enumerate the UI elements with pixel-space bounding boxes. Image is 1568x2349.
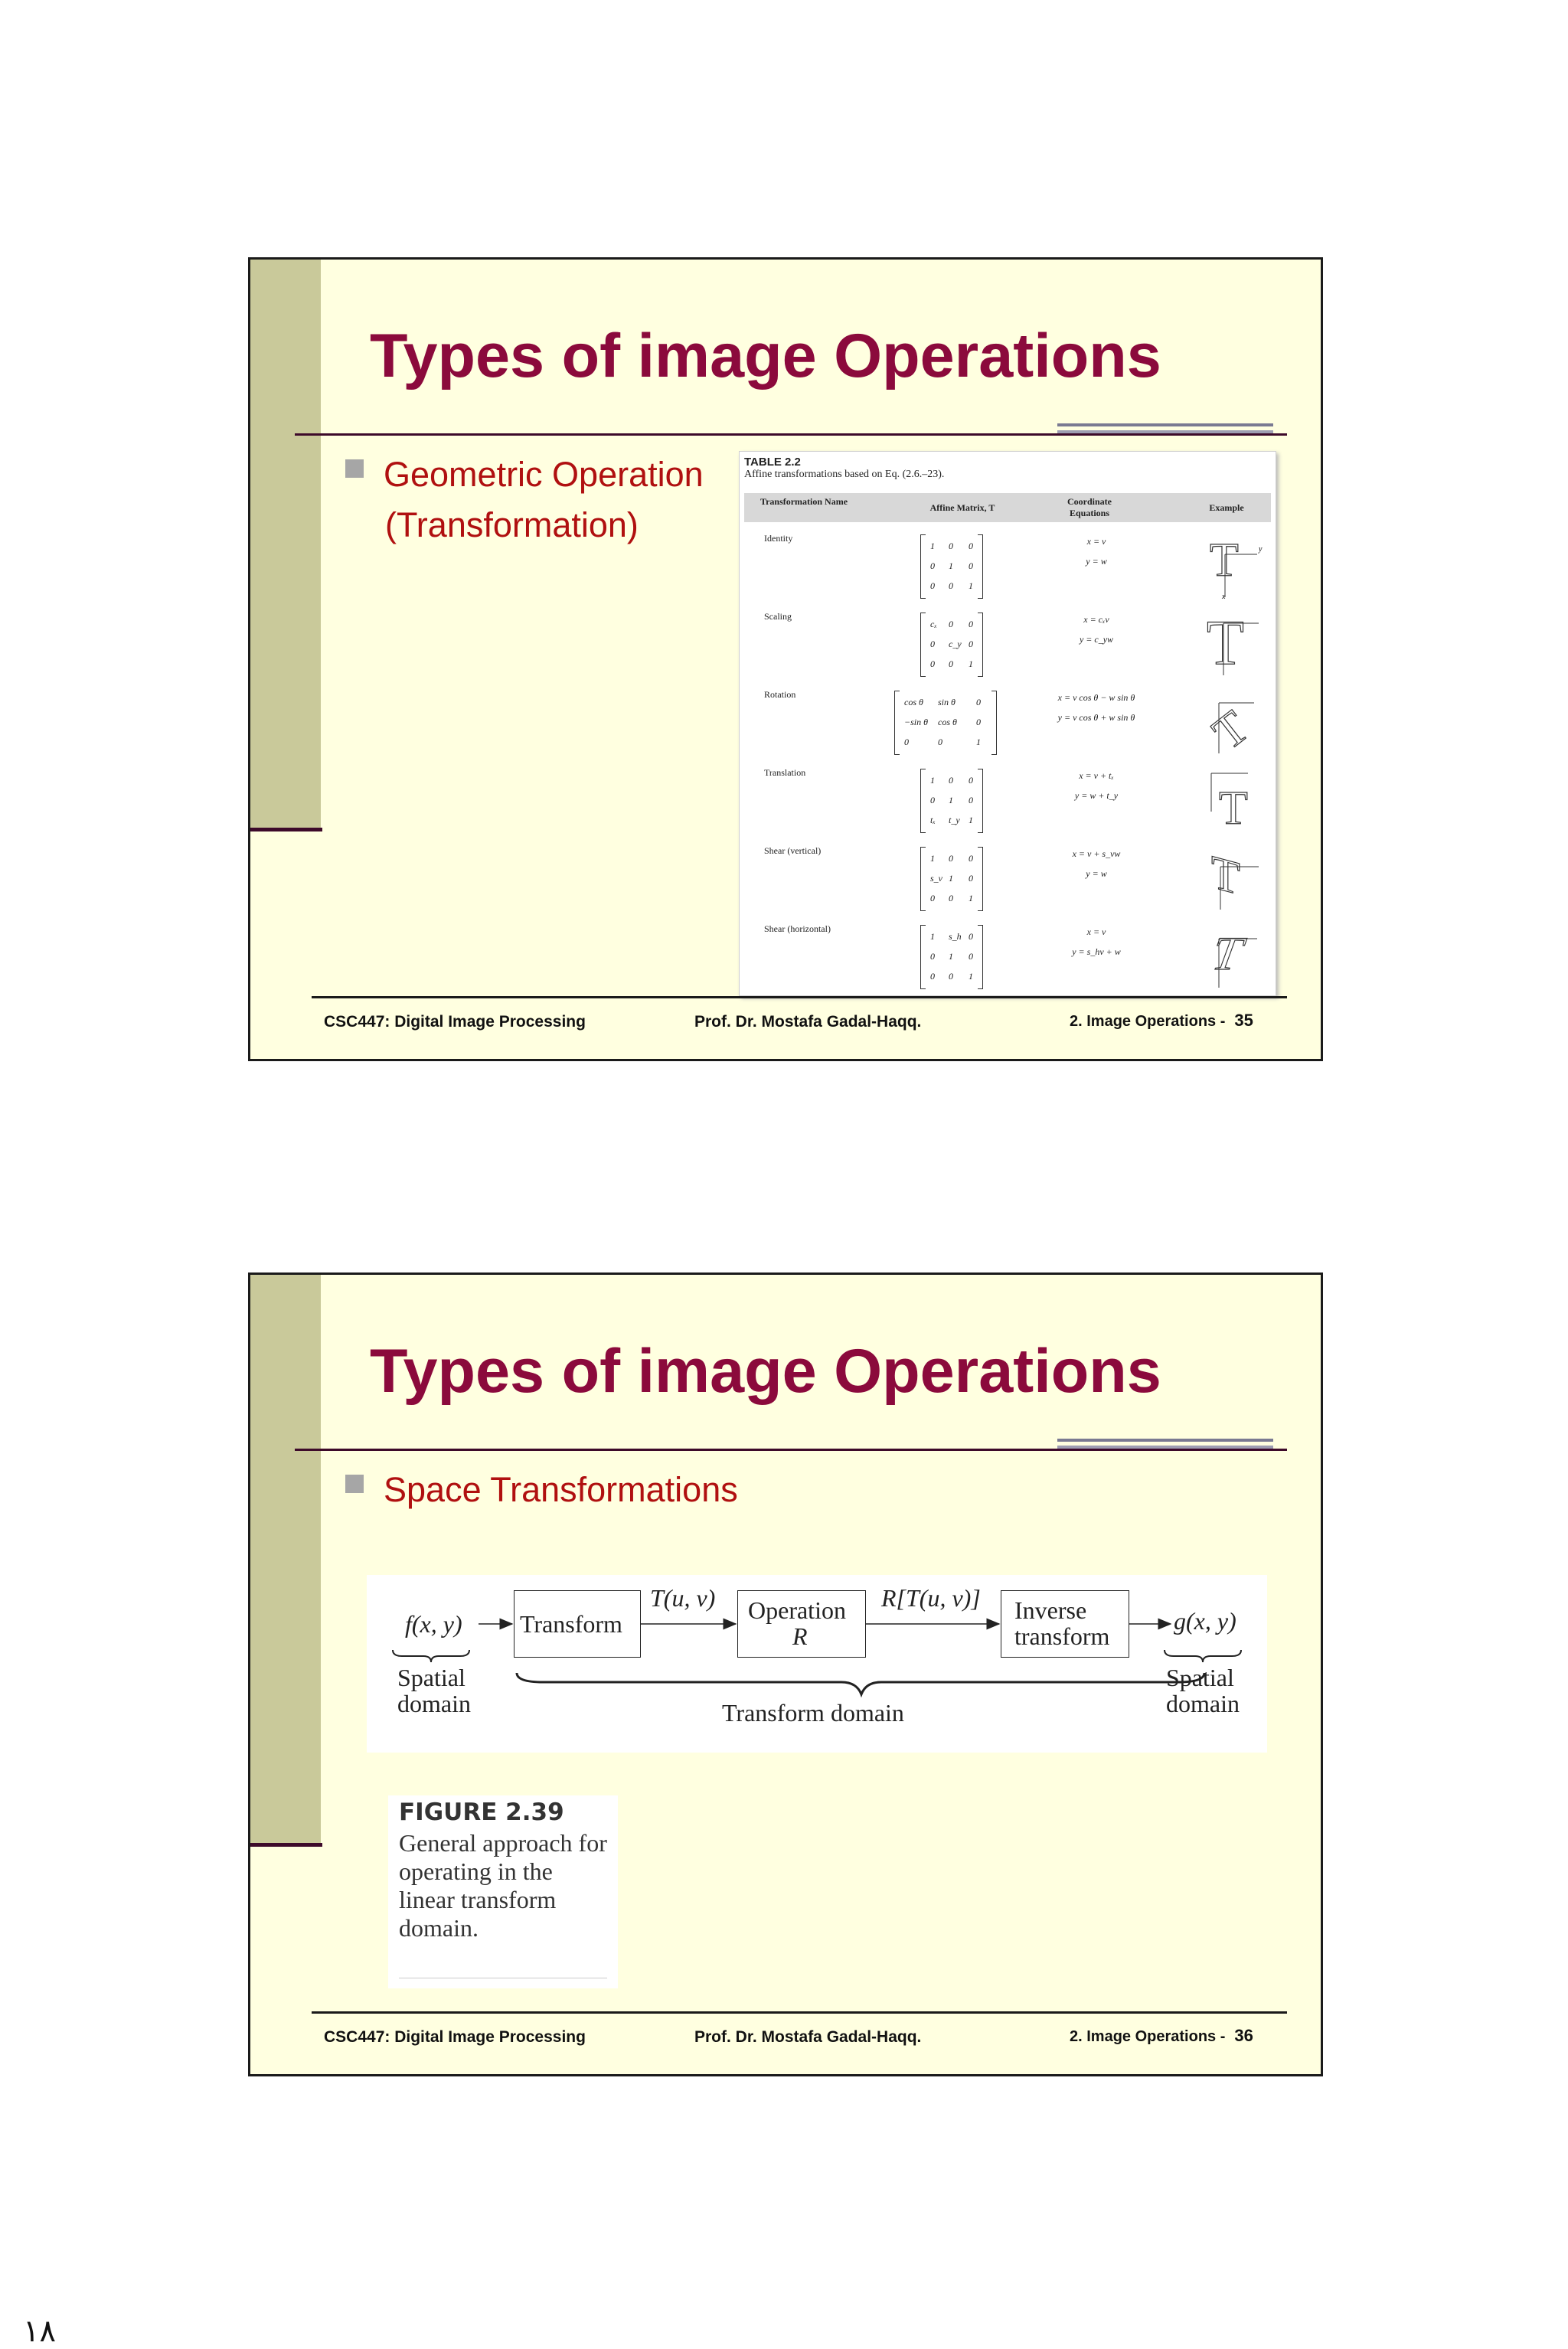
svg-text:T: T xyxy=(1219,782,1248,835)
bullet-space-transformations xyxy=(345,1465,738,1515)
example-t-icon xyxy=(1204,531,1265,600)
matrix-cell: tₓ xyxy=(930,815,936,825)
inverse-label: Inverse xyxy=(1014,1596,1087,1624)
input-label: f(x, y) xyxy=(405,1610,462,1638)
svg-text:T: T xyxy=(1210,534,1239,586)
operation-r-label: R xyxy=(792,1622,808,1650)
spatial-domain-right-1: Spatial xyxy=(1166,1664,1234,1691)
matrix-cell: s_h xyxy=(949,931,962,942)
rtuv-label: R[T(u, v)] xyxy=(881,1584,981,1612)
coordinate-equations: x = v y = w xyxy=(1086,536,1107,567)
transformation-name: Shear (horizontal) xyxy=(764,923,831,934)
example-t-icon xyxy=(1204,688,1265,756)
table-row xyxy=(744,528,1271,605)
slide-sidebar xyxy=(250,1275,321,1845)
matrix-cell: 1 xyxy=(930,541,935,551)
slide-title: Types of image Operations xyxy=(370,322,1161,390)
matrix-cell: 0 xyxy=(969,951,973,962)
affine-matrix xyxy=(920,847,983,911)
footer-professor: Prof. Dr. Mostafa Gadal-Haqq. xyxy=(694,1013,922,1031)
matrix-cell: 1 xyxy=(949,795,953,805)
svg-text:T: T xyxy=(1204,701,1259,756)
matrix-cell: 0 xyxy=(930,971,935,982)
matrix-cell: 1 xyxy=(969,815,973,825)
matrix-cell: 1 xyxy=(930,853,935,864)
matrix-cell: 0 xyxy=(949,971,953,982)
slide-sidebar xyxy=(250,260,321,830)
table-row xyxy=(744,684,1271,761)
matrix-cell: 0 xyxy=(949,775,953,786)
transformation-name: Translation xyxy=(764,767,806,778)
table-row xyxy=(744,606,1271,683)
figure-caption-text: General approach for operating in the linear transform domain. xyxy=(399,1829,607,1942)
footer-course: CSC447: Digital Image Processing xyxy=(324,2028,586,2046)
matrix-cell: 0 xyxy=(904,737,909,747)
svg-text:T: T xyxy=(1204,926,1253,980)
matrix-cell: 1 xyxy=(969,658,973,669)
slide-35 xyxy=(248,257,1323,1061)
matrix-cell: 0 xyxy=(969,541,973,551)
affine-matrix xyxy=(920,534,983,599)
matrix-cell: 0 xyxy=(969,560,973,571)
figure-label: FIGURE 2.39 xyxy=(399,1799,564,1826)
matrix-cell: s_v xyxy=(930,873,942,884)
matrix-cell: 0 xyxy=(930,560,935,571)
matrix-cell: 0 xyxy=(930,795,935,805)
matrix-cell: sin θ xyxy=(938,697,956,707)
matrix-cell: 0 xyxy=(949,893,953,903)
affine-transformations-table xyxy=(739,451,1276,996)
bullet-text: Geometric Operation (Transformation) xyxy=(384,455,704,544)
slide-36 xyxy=(248,1273,1323,2076)
matrix-cell: t_y xyxy=(949,815,960,825)
matrix-cell: 0 xyxy=(938,737,942,747)
matrix-cell: 0 xyxy=(969,795,973,805)
bullet-square-icon xyxy=(345,459,364,478)
coordinate-equations: x = v + tₓ y = w + t_y xyxy=(1074,770,1119,801)
matrix-cell: 0 xyxy=(930,951,935,962)
header-name: Transformation Name xyxy=(760,496,848,507)
affine-matrix xyxy=(894,691,997,755)
matrix-cell: 0 xyxy=(930,639,935,649)
tuv-label: T(u, v) xyxy=(650,1584,716,1612)
matrix-cell: 0 xyxy=(969,775,973,786)
transformation-name: Scaling xyxy=(764,611,792,622)
matrix-cell: 1 xyxy=(976,737,981,747)
footer-course: CSC447: Digital Image Processing xyxy=(324,1013,586,1031)
example-t-icon xyxy=(1204,844,1265,913)
example-t-icon xyxy=(1204,922,1265,991)
matrix-cell: 0 xyxy=(976,717,981,727)
svg-text:y: y xyxy=(1259,545,1263,554)
matrix-cell: 0 xyxy=(969,639,973,649)
header-equations: Coordinate Equations xyxy=(1067,496,1112,518)
title-accent-bars xyxy=(1057,1439,1273,1459)
bullet-text: Space Transformations xyxy=(384,1470,738,1509)
slide-title: Types of image Operations xyxy=(370,1337,1161,1406)
matrix-cell: 1 xyxy=(949,873,953,884)
figure-caption xyxy=(388,1795,618,1988)
output-label: g(x, y) xyxy=(1174,1607,1236,1635)
coordinate-equations: x = v + s_vw y = w xyxy=(1072,848,1121,879)
bullet-square-icon xyxy=(345,1475,364,1493)
footer-page: 2. Image Operations - 36 xyxy=(1070,2026,1253,2045)
page-number: ١٨ xyxy=(23,2314,56,2349)
svg-text:T: T xyxy=(1211,845,1240,906)
matrix-cell: 0 xyxy=(969,873,973,884)
example-t-icon xyxy=(1204,609,1265,678)
matrix-cell: 0 xyxy=(930,893,935,903)
spatial-domain-left-2: domain xyxy=(397,1690,471,1717)
matrix-cell: 1 xyxy=(949,560,953,571)
matrix-cell: −sin θ xyxy=(904,717,928,727)
footer-rule xyxy=(312,996,1287,998)
spatial-domain-right-2: domain xyxy=(1166,1690,1240,1717)
coordinate-equations: x = v y = s_hv + w xyxy=(1072,926,1121,957)
footer-professor: Prof. Dr. Mostafa Gadal-Haqq. xyxy=(694,2028,922,2046)
transformation-name: Identity xyxy=(764,533,793,544)
matrix-cell: 1 xyxy=(969,580,973,591)
matrix-cell: cos θ xyxy=(938,717,957,727)
matrix-cell: 1 xyxy=(930,775,935,786)
coordinate-equations: x = cₓv y = c_yw xyxy=(1079,614,1114,645)
transformation-name: Shear (vertical) xyxy=(764,845,822,856)
header-example: Example xyxy=(1209,502,1244,513)
svg-text:x: x xyxy=(1222,593,1226,600)
matrix-cell: 0 xyxy=(949,658,953,669)
spatial-domain-left-1: Spatial xyxy=(397,1664,466,1691)
affine-matrix xyxy=(920,925,983,989)
matrix-cell: 1 xyxy=(930,931,935,942)
sidebar-divider xyxy=(250,828,322,831)
bullet-geometric-operation xyxy=(345,449,704,550)
transform-domain-diagram xyxy=(367,1575,1267,1753)
matrix-cell: 0 xyxy=(949,541,953,551)
matrix-cell: 0 xyxy=(949,619,953,629)
matrix-cell: 0 xyxy=(949,853,953,864)
footer-page: 2. Image Operations - 35 xyxy=(1070,1011,1253,1030)
affine-matrix xyxy=(920,613,983,677)
title-accent-bars xyxy=(1057,423,1273,443)
matrix-cell: 0 xyxy=(969,853,973,864)
svg-text:T: T xyxy=(1207,609,1244,678)
transformation-name: Rotation xyxy=(764,689,796,700)
operation-label: Operation xyxy=(748,1596,846,1624)
table-caption: Affine transformations based on Eq. (2.6.–23). xyxy=(744,469,945,480)
inverse-transform-label: transform xyxy=(1014,1622,1110,1650)
matrix-cell: 1 xyxy=(969,971,973,982)
table-label: TABLE 2.2 xyxy=(744,456,801,469)
header-matrix: Affine Matrix, T xyxy=(929,502,995,513)
matrix-cell: c_y xyxy=(949,639,962,649)
table-row xyxy=(744,763,1271,839)
matrix-cell: 0 xyxy=(976,697,981,707)
example-t-icon xyxy=(1204,766,1265,835)
matrix-cell: cₓ xyxy=(930,619,937,629)
matrix-cell: 0 xyxy=(930,580,935,591)
affine-matrix xyxy=(920,769,983,833)
matrix-cell: 0 xyxy=(930,658,935,669)
table-header-row xyxy=(744,493,1271,522)
matrix-cell: 0 xyxy=(969,619,973,629)
footer-rule xyxy=(312,2011,1287,2014)
table-row xyxy=(744,841,1271,917)
coordinate-equations: x = v cos θ − w sin θ y = v cos θ + w sin θ xyxy=(1057,692,1135,723)
transform-domain-label: Transform domain xyxy=(722,1699,904,1727)
matrix-cell: 1 xyxy=(969,893,973,903)
slide-number: 36 xyxy=(1234,2026,1253,2045)
sidebar-divider xyxy=(250,1843,322,1847)
matrix-cell: 0 xyxy=(949,580,953,591)
slide-number: 35 xyxy=(1234,1011,1253,1030)
matrix-cell: 1 xyxy=(949,951,953,962)
transform-label: Transform xyxy=(520,1610,622,1638)
table-row xyxy=(744,919,1271,995)
matrix-cell: 0 xyxy=(969,931,973,942)
matrix-cell: cos θ xyxy=(904,697,923,707)
